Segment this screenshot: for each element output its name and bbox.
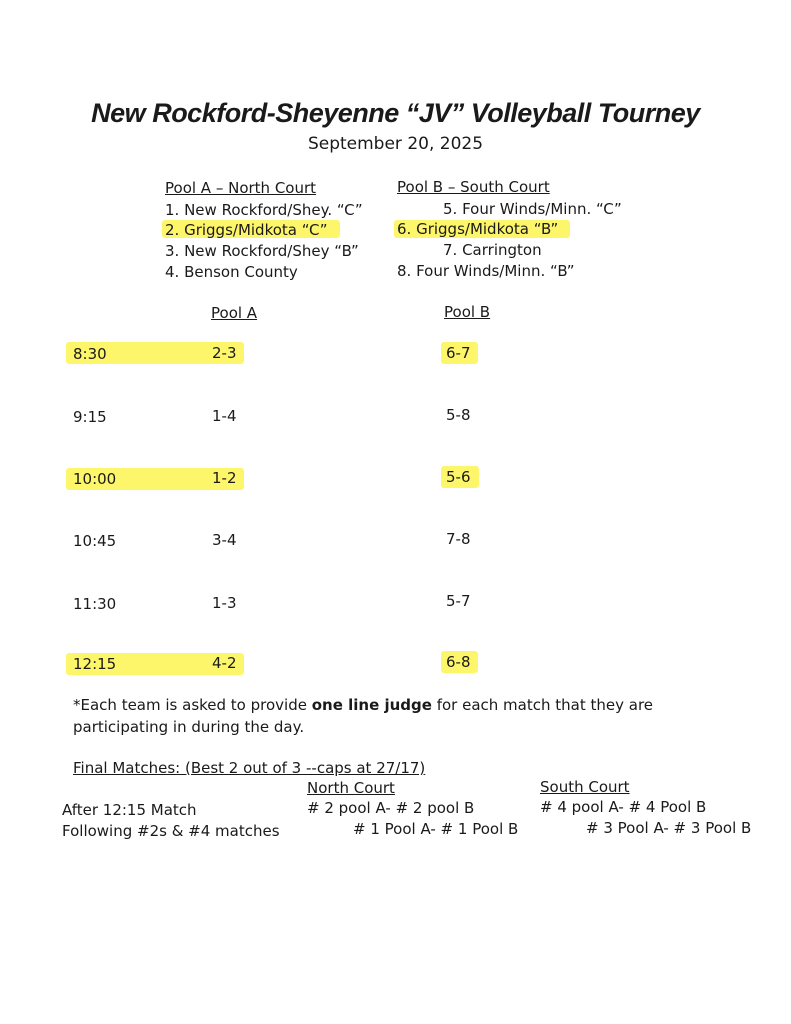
page-title: New Rockford-Sheyenne “JV” Volleyball Tourney [91, 98, 700, 128]
pool-a-team-4: 4. Benson County [165, 263, 298, 281]
schedule-pool-b-match: 7-8 [446, 530, 471, 548]
schedule-pool-b-match: 5-8 [446, 406, 471, 424]
schedule-time: 10:00 [73, 470, 117, 488]
line-judge-note [73, 694, 653, 716]
pool-b-team-8: 8. Four Winds/Minn. “B” [397, 262, 575, 280]
north-match-1: # 2 pool A- # 2 pool B [307, 799, 475, 817]
line-judge-note-line2: participating in during the day. [73, 718, 305, 736]
schedule-pool-b-match: 6-7 [446, 344, 471, 362]
schedule-pool-b-match: 6-8 [446, 653, 471, 671]
note-prefix: *Each team is asked to provide [73, 696, 312, 714]
schedule-time: 9:15 [73, 408, 107, 426]
note-suffix: for each match that they are [431, 696, 654, 714]
north-match-2: # 1 Pool A- # 1 Pool B [353, 820, 519, 838]
schedule-pool-a-match: 1-2 [212, 469, 237, 487]
schedule-time: 12:15 [73, 655, 117, 673]
south-match-1: # 4 pool A- # 4 Pool B [540, 798, 707, 816]
schedule-header-pool-b: Pool B [444, 303, 491, 321]
pool-a-team-3: 3. New Rockford/Shey “B” [165, 242, 359, 260]
south-court-header: South Court [540, 778, 630, 796]
schedule-pool-a-match: 1-3 [212, 594, 237, 612]
south-match-2: # 3 Pool A- # 3 Pool B [586, 819, 752, 837]
schedule-pool-a-match: 3-4 [212, 531, 237, 549]
pool-b-title: Pool B – South Court [397, 178, 550, 196]
finals-row2-label: Following #2s & #4 matches [62, 822, 280, 840]
schedule-time: 10:45 [73, 532, 117, 550]
pool-b-team-7: 7. Carrington [443, 241, 542, 259]
schedule-pool-b-match: 5-6 [446, 468, 471, 486]
schedule-pool-a-match: 2-3 [212, 344, 237, 362]
north-court-header: North Court [307, 779, 395, 797]
schedule-time: 11:30 [73, 595, 117, 613]
finals-row1-label: After 12:15 Match [62, 801, 197, 819]
schedule-header-pool-a: Pool A [211, 304, 258, 322]
pool-a-title: Pool A – North Court [165, 179, 317, 197]
schedule-time: 8:30 [73, 345, 107, 363]
pool-a-team-1: 1. New Rockford/Shey. “C” [165, 201, 363, 219]
note-bold: one line judge [311, 696, 432, 714]
pool-b-team-6: 6. Griggs/Midkota “B” [397, 220, 559, 238]
schedule-pool-a-match: 4-2 [212, 654, 237, 672]
schedule-pool-b-match: 5-7 [446, 592, 471, 610]
event-date: September 20, 2025 [307, 134, 484, 154]
schedule-pool-a-match: 1-4 [212, 407, 237, 425]
pool-b-team-5: 5. Four Winds/Minn. “C” [443, 200, 622, 218]
finals-title: Final Matches: (Best 2 out of 3 --caps at 27/17) [73, 759, 426, 777]
pool-a-team-2: 2. Griggs/Midkota “C” [165, 221, 328, 239]
